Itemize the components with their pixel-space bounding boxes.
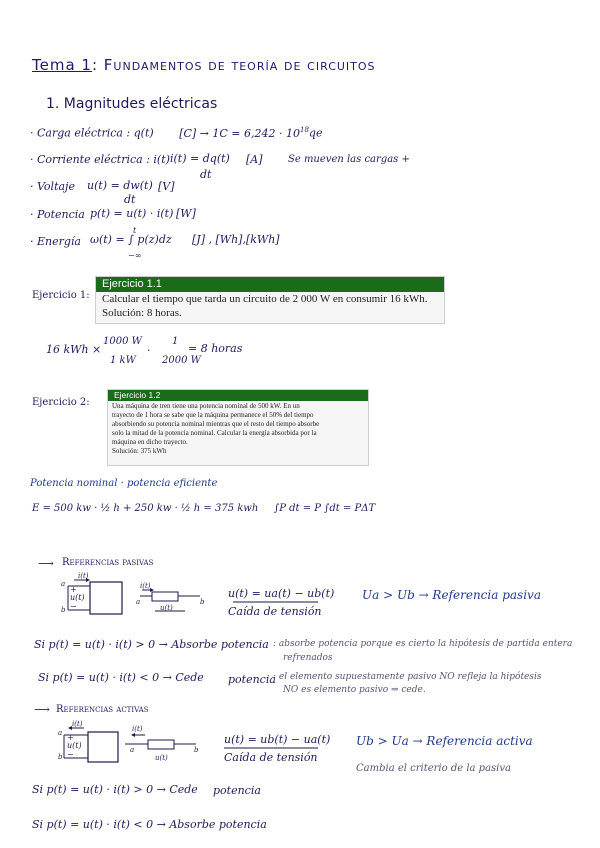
pasivas-formula: u(t) = ua(t) − ub(t) — [228, 587, 335, 600]
pasivas-label-a: a — [61, 580, 66, 588]
section-heading: 1. Magnitudes eléctricas — [46, 96, 218, 112]
pasivas-caption: Caída de tensión — [228, 605, 322, 618]
mag-energia-formula: ω(t) = ∫ p(z)dz — [90, 233, 172, 246]
mag-corriente-den: dt — [200, 168, 212, 181]
title-rest: : Fundamentos de teoría de circuitos — [91, 56, 376, 74]
activas-r-a: a — [130, 746, 135, 754]
ejercicio1-text: Calcular el tiempo que tarda un circuito de 2 000 W en consumir 16 kWh. — [102, 293, 428, 305]
activas-r-i: i(t) — [132, 725, 143, 733]
mag-potencia-units: [W] — [176, 207, 196, 220]
ejercicio1-heading: Ejercicio 1.1 — [96, 277, 444, 292]
ej1-calc-den1: 1 kW — [110, 355, 136, 366]
ejercicio2-label: Ejercicio 2: — [32, 397, 90, 408]
activas-label-u: u(t) — [67, 741, 82, 750]
pasivas-si2: Si p(t) = u(t) · i(t) < 0 → Cede — [38, 671, 204, 684]
pasivas-si1-note2: refrenados — [283, 653, 333, 663]
mag-energia-label: · Energía — [30, 235, 81, 248]
ejercicio1-solution: Solución: 8 horas. — [102, 306, 182, 319]
mag-energia-upper: t — [133, 226, 137, 235]
ejercicio2-line: trayecto de 1 hora se sabe que la máquina permanece el 50% del tiempo — [112, 410, 314, 419]
mag-potencia-label: · Potencia — [30, 208, 85, 221]
activas-label-minus: − — [67, 750, 74, 759]
ejercicio2-solution: Solución: 375 kWh — [112, 446, 167, 455]
mag-potencia-formula: p(t) = u(t) · i(t) — [90, 207, 174, 220]
pasivas-rule: Ua > Ub → Referencia pasiva — [362, 588, 541, 602]
activas-si1: Si p(t) = u(t) · i(t) > 0 → Cede — [32, 783, 198, 796]
pasivas-label-b: b — [61, 606, 66, 614]
ej1-calc-num2: 1 — [172, 336, 179, 347]
ej1-calc-den2: 2000 W — [162, 355, 201, 366]
activas-label-a: a — [58, 729, 63, 737]
mag-carga: · Carga eléctrica : q(t) $[C] \to 1C = 6,242 \cdot 10^{18}qe$ — [30, 126, 323, 140]
activas-si1-b: potencia — [213, 784, 261, 797]
ejercicio2-line: máquina en dicho trayecto. — [112, 437, 188, 446]
ejercicio2-line: solo la mitad de la potencia nominal. Calcular la energía absorbida por la — [112, 428, 317, 437]
pasivas-si1: Si p(t) = u(t) · i(t) > 0 → Absorbe potencia — [34, 638, 269, 651]
activas-caption: Caída de tensión — [224, 751, 318, 764]
activas-resistor — [148, 740, 174, 749]
activas-heading: Referencias activas — [56, 704, 149, 715]
pasivas-r-u: u(t) — [160, 604, 173, 612]
mag-voltaje-units: [V] — [158, 180, 175, 193]
pasivas-label-u: u(t) — [70, 593, 85, 602]
pasivas-r-a: a — [136, 598, 141, 606]
pasivas-label-minus: − — [70, 602, 77, 611]
ejercicio2-heading: Ejercicio 1.2 — [108, 390, 368, 401]
activas-label-i: i(t) — [72, 720, 83, 728]
mag-voltaje-den: dt — [124, 193, 136, 206]
activas-element-box — [88, 732, 118, 762]
activas-si2: Si p(t) = u(t) · i(t) < 0 → Absorbe potencia — [32, 818, 267, 831]
mag-energia-lower: −∞ — [128, 251, 142, 260]
activas-rule: Ub > Ua → Referencia activa — [356, 734, 533, 748]
activas-r-u: u(t) — [155, 754, 168, 762]
activas-r-b: b — [194, 746, 199, 754]
activas-rule-note: Cambia el criterio de la pasiva — [356, 763, 511, 774]
pasivas-arrow: ⟶ — [38, 557, 54, 570]
ejercicio1-label: Ejercicio 1: — [32, 290, 90, 301]
ejercicio2-line: absorbiendo su potencia nominal mientras que el resto del tiempo absorbe — [112, 419, 320, 428]
ej1-calc-dot: · — [147, 344, 151, 357]
pasivas-label-plus: + — [70, 585, 77, 594]
ej2-integral: ∫P dt = P ∫dt = PΔT — [274, 503, 376, 514]
ejercicio2-line: Una máquina de tren tiene una potencia nominal de 500 kW. En un — [112, 402, 300, 410]
activas-arrow: ⟶ — [34, 703, 50, 716]
activas-formula: u(t) = ub(t) − ua(t) — [224, 733, 331, 746]
mag-corriente-formula: i(t) = dq(t) — [170, 152, 230, 165]
activas-label-plus: + — [67, 733, 74, 742]
title-tema: Tema 1 — [32, 56, 92, 74]
ej1-calc-result: = 8 horas — [188, 342, 243, 355]
pasivas-si2-note1: : el elemento supuestamente pasivo NO refleja la hipótesis — [273, 672, 542, 682]
mag-voltaje-formula: u(t) = dw(t) — [87, 179, 153, 192]
pasivas-si1-note1: : absorbe potencia porque es cierto la hipótesis de partida entera — [273, 639, 573, 649]
mag-corriente-label: · Corriente eléctrica : i(t) — [30, 153, 170, 166]
ej1-calc-num1: 1000 W — [103, 336, 142, 347]
ej2-note: Potencia nominal · potencia eficiente — [30, 478, 218, 489]
ej2-calc: E = 500 kw · ½ h + 250 kw · ½ h = 375 kwh — [32, 503, 259, 514]
mag-corriente-units: [A] — [246, 153, 263, 166]
activas-label-b: b — [58, 753, 63, 761]
mag-corriente-note: Se mueven las cargas + — [288, 154, 410, 165]
pasivas-si2-b: potencia — [228, 673, 276, 686]
pasivas-r-i: i(t) — [140, 582, 151, 590]
ej1-calc-a: 16 kWh × — [46, 343, 102, 356]
mag-voltaje-label: · Voltaje — [30, 180, 75, 193]
pasivas-si2-note2: NO es elemento pasivo ⇒ cede. — [283, 685, 426, 695]
pasivas-label-i: i(t) — [78, 572, 89, 580]
mag-energia-units: [J] , [Wh],[kWh] — [192, 233, 280, 246]
pasivas-r-b: b — [200, 598, 205, 606]
pasivas-heading: Referencias pasivas — [62, 557, 154, 568]
